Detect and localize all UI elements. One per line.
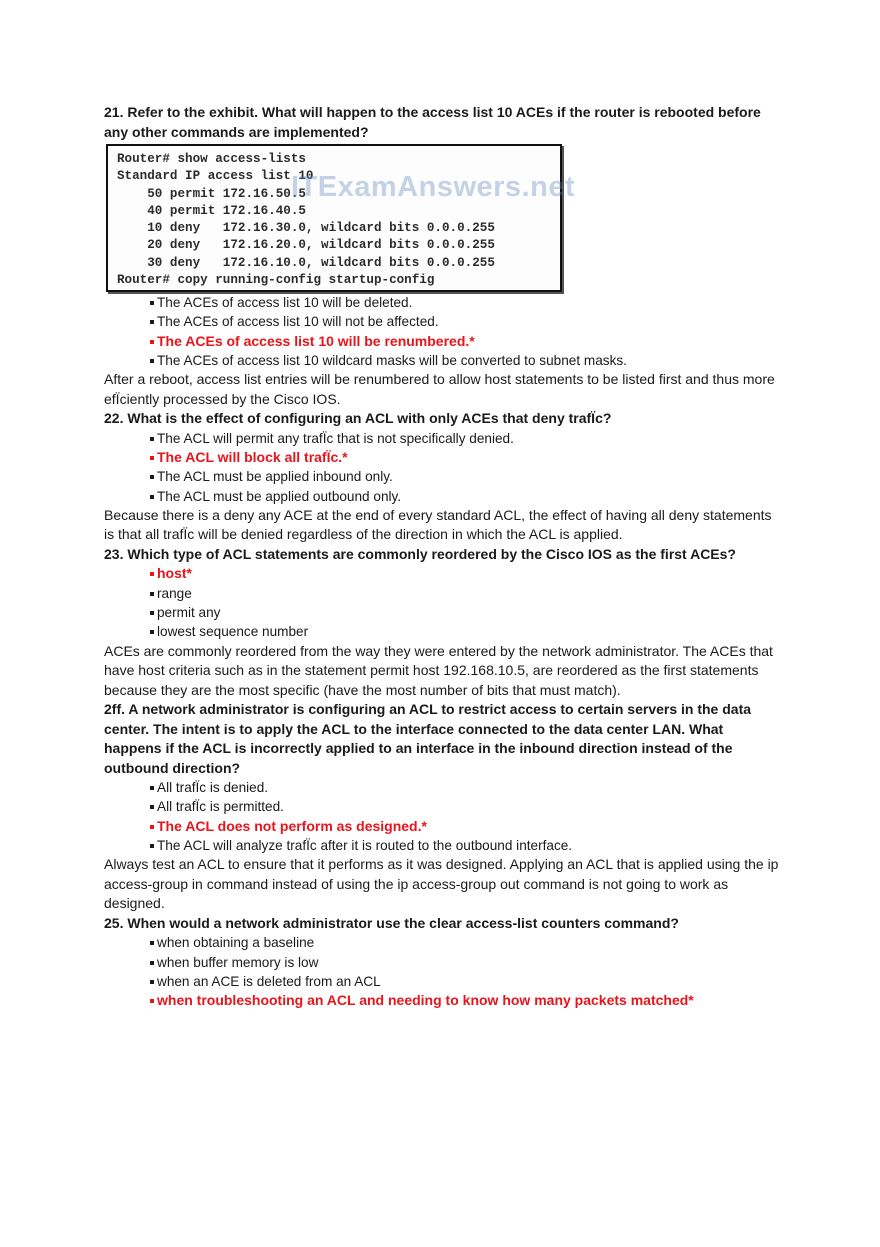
answer-option: The ACEs of access list 10 will not be affected. (150, 312, 784, 331)
correct-answer-option: The ACL will block all trafÏc.* (150, 448, 784, 467)
exhibit-line: 10 deny 172.16.30.0, wildcard bits 0.0.0.255 (117, 221, 495, 236)
exhibit-line: 20 deny 172.16.20.0, wildcard bits 0.0.0.255 (117, 238, 495, 253)
answer-option: The ACL will permit any trafÏc that is not specifically denied. (150, 429, 784, 448)
correct-answer-option: when troubleshooting an ACL and needing to know how many packets matched* (150, 991, 784, 1010)
answer-options (104, 778, 784, 855)
answer-options (104, 429, 784, 506)
answer-option: The ACL must be applied outbound only. (150, 487, 784, 506)
answer-option: when obtaining a baseline (150, 933, 784, 952)
answer-options (104, 933, 784, 1010)
explanation-21: After a reboot, access list entries will be renumbered to allow host statements to be listed first and thus more efÏciently processed by the Cisco IOS. (104, 371, 775, 407)
document-page (104, 103, 784, 1010)
question-23: 23. Which type of ACL statements are commonly reordered by the Cisco IOS as the first ACEs? (104, 545, 736, 562)
answer-option: when buffer memory is low (150, 953, 784, 972)
answer-option: All trafÏc is permitted. (150, 797, 784, 816)
question-21: 21. Refer to the exhibit. What will happen to the access list 10 ACEs if the router is rebooted before any other commands are implemented? (104, 104, 761, 140)
explanation-22: Because there is a deny any ACE at the end of every standard ACL, the effect of having all deny statements is that all trafÏc will be denied regardless of the direction in which the ACL is applied. (104, 506, 772, 543)
explanation-23: ACEs are commonly reordered from the way they were entered by the network administrator. The ACEs that have host criteria such as in the statement permit host 192.168.10.5, are reordered as the first statements because they are the most specific (have the most number of bits that must match). (104, 642, 773, 698)
exhibit-line: Standard IP access list 10 (117, 169, 314, 184)
answer-option: The ACL will analyze trafÏc after it is routed to the outbound interface. (150, 836, 784, 855)
answer-option: lowest sequence number (150, 622, 784, 641)
answer-option: permit any (150, 603, 784, 622)
question-24: 2ff. A network administrator is configuring an ACL to restrict access to certain servers in the data center. The intent is to apply the ACL to the interface connected to the data center LAN. What happens if the ACL is incorrectly applied to an interface in the inbound direction instead of the outbound direction? (104, 701, 752, 776)
exhibit-terminal-output (106, 144, 576, 292)
correct-answer-option: The ACL does not perform as designed.* (150, 817, 784, 836)
answer-option: The ACEs of access list 10 will be deleted. (150, 293, 784, 312)
answer-option: when an ACE is deleted from an ACL (150, 972, 784, 991)
exhibit-line: 40 permit 172.16.40.5 (117, 203, 306, 218)
answer-options (104, 293, 784, 370)
exhibit-line: 30 deny 172.16.10.0, wildcard bits 0.0.0.255 (117, 255, 495, 270)
exhibit-line: 50 permit 172.16.50.5 (117, 186, 306, 201)
question-22: 22. What is the effect of configuring an ACL with only ACEs that deny trafÏc? (104, 410, 612, 427)
answer-option: The ACEs of access list 10 wildcard masks will be converted to subnet masks. (150, 351, 784, 370)
answer-option: All trafÏc is denied. (150, 778, 784, 797)
exhibit-line: Router# copy running-config startup-config (117, 273, 435, 288)
explanation-24: Always test an ACL to ensure that it performs as it was designed. Applying an ACL that is applied using the ip access-group in command instead of using the ip access-group out command is not going to work as designed. (104, 856, 779, 912)
exhibit-line: Router# show access-lists (117, 152, 306, 166)
answer-option: range (150, 584, 784, 603)
answer-options (104, 564, 784, 641)
correct-answer-option: host* (150, 564, 784, 583)
correct-answer-option: The ACEs of access list 10 will be renumbered.* (150, 332, 784, 351)
watermark: ITExamAnswers.net (291, 171, 576, 203)
question-25: 25. When would a network administrator use the clear access-list counters command? (104, 914, 679, 931)
answer-option: The ACL must be applied inbound only. (150, 467, 784, 486)
